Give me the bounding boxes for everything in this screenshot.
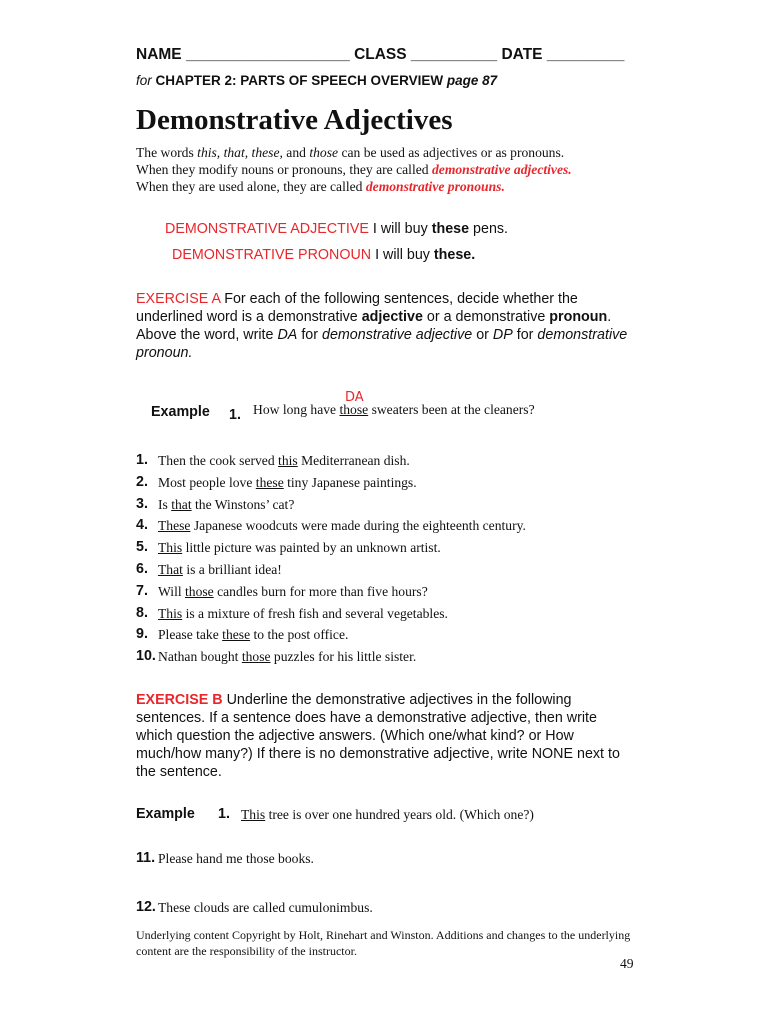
item-number: 10. bbox=[136, 648, 156, 665]
chapter-prefix: for bbox=[136, 73, 152, 88]
instruction-italic: DA bbox=[277, 327, 298, 343]
chapter-page-ref: page 87 bbox=[446, 73, 498, 88]
instruction-bold: adjective bbox=[361, 309, 423, 325]
item-number: 6. bbox=[136, 561, 148, 577]
sample-demonstrative-pronoun bbox=[172, 247, 475, 263]
item-number: 12. bbox=[136, 899, 156, 915]
underlined-word: those bbox=[339, 402, 369, 417]
instruction-text: or bbox=[476, 327, 489, 343]
item-number: 2. bbox=[136, 473, 148, 490]
sentence-text: Will bbox=[158, 583, 186, 599]
page-number: 49 bbox=[620, 956, 634, 971]
item-sentence bbox=[158, 562, 282, 578]
sample-highlight: these. bbox=[433, 247, 476, 263]
item-number: 9. bbox=[136, 626, 148, 643]
underlined-word: these bbox=[222, 627, 251, 643]
sentence-text: Is bbox=[158, 496, 172, 512]
chapter-reference bbox=[136, 73, 497, 88]
underlined-word: those bbox=[241, 649, 271, 665]
name-label: NAME bbox=[136, 46, 182, 63]
sample-text: I will buy bbox=[372, 221, 428, 237]
sample-label: DEMONSTRATIVE ADJECTIVE bbox=[165, 221, 369, 237]
item-sentence bbox=[158, 627, 348, 643]
item-sentence bbox=[158, 475, 417, 491]
item-number: 7. bbox=[136, 582, 148, 599]
example-number: 1. bbox=[229, 407, 241, 423]
sentence-text: candles burn for more than five hours? bbox=[213, 583, 428, 599]
sentence-text: tiny Japanese paintings. bbox=[283, 474, 417, 490]
example-sentence bbox=[241, 807, 534, 823]
instruction-text: for bbox=[301, 327, 319, 343]
copyright-notice: Underlying content Copyright by Holt, Rinehart and Winston. Additions and changes to the underlying content are the responsibility of the instructor. bbox=[136, 928, 631, 958]
sentence-text: Japanese woodcuts were made during the eighteenth century. bbox=[190, 518, 526, 534]
item-sentence: Please hand me those books. bbox=[158, 851, 314, 866]
intro-text: When they modify nouns or pronouns, they are called bbox=[136, 162, 429, 177]
sample-label: DEMONSTRATIVE PRONOUN bbox=[172, 247, 372, 263]
intro-words: those bbox=[309, 145, 339, 160]
sample-demonstrative-adjective bbox=[165, 221, 508, 237]
sentence-text: How long have bbox=[253, 402, 337, 417]
instruction-bold: pronoun bbox=[549, 309, 608, 325]
item-sentence: These clouds are called cumulonimbus. bbox=[158, 900, 373, 915]
item-sentence bbox=[158, 518, 526, 534]
sentence-text: sweaters been at the cleaners? bbox=[371, 402, 535, 417]
item-number: 8. bbox=[136, 604, 148, 621]
term-demonstrative-adjectives: demonstrative adjectives. bbox=[431, 162, 572, 177]
sentence-text: is a brilliant idea! bbox=[182, 562, 282, 577]
underlined-word: that bbox=[171, 496, 192, 512]
sample-text: I will buy bbox=[375, 247, 430, 263]
example-answer-annotation: DA bbox=[345, 390, 364, 405]
sentence-text: puzzles for his little sister. bbox=[270, 649, 417, 665]
intro-text: The words bbox=[136, 145, 194, 160]
exercise-b-label: EXERCISE B bbox=[136, 692, 223, 708]
item-sentence bbox=[158, 606, 448, 622]
intro-words: this, that, these, bbox=[197, 145, 283, 160]
underlined-word: this bbox=[278, 453, 298, 468]
intro-text: can be used as adjectives or as pronouns. bbox=[341, 145, 565, 160]
sentence-text: to the post office. bbox=[250, 627, 349, 643]
instruction-italic: demonstrative adjective bbox=[322, 327, 473, 343]
sentence-text: little picture was painted by an unknown artist. bbox=[182, 540, 441, 556]
date-blank: _________ bbox=[546, 46, 625, 63]
intro-text: and bbox=[286, 145, 306, 160]
example-label: Example bbox=[136, 806, 195, 822]
intro-text: When they are used alone, they are called bbox=[136, 179, 363, 194]
chapter-text: CHAPTER 2: PARTS OF SPEECH OVERVIEW bbox=[155, 73, 444, 88]
instruction-text: or a demonstrative bbox=[426, 309, 546, 325]
item-number: 5. bbox=[136, 539, 148, 556]
item-sentence bbox=[158, 649, 416, 665]
item-number: 4. bbox=[136, 517, 148, 534]
underlined-word: This bbox=[158, 605, 183, 621]
sentence-text: Nathan bought bbox=[158, 649, 242, 665]
underlined-word: This bbox=[241, 807, 266, 822]
underlined-word: These bbox=[158, 518, 191, 534]
class-blank: __________ bbox=[410, 46, 498, 63]
instruction-italic: DP bbox=[492, 327, 513, 343]
instruction-text: . Above the word, write bbox=[136, 309, 612, 343]
example-label: Example bbox=[151, 404, 210, 420]
item-number: 3. bbox=[136, 495, 148, 512]
instruction-italic: demonstrative pronoun. bbox=[136, 327, 628, 361]
sentence-text: tree is over one hundred years old. (Which one?) bbox=[265, 807, 534, 822]
sentence-text: Then the cook served bbox=[158, 453, 279, 468]
intro-paragraph bbox=[136, 144, 656, 195]
date-label: DATE bbox=[501, 46, 543, 63]
sentence-text: Please take bbox=[158, 627, 223, 643]
underlined-word: That bbox=[158, 562, 183, 577]
item-sentence bbox=[158, 453, 410, 469]
header-fields bbox=[136, 46, 624, 64]
sentence-text: Mediterranean dish. bbox=[297, 453, 410, 468]
example-sentence bbox=[253, 402, 535, 418]
underlined-word: those bbox=[185, 583, 214, 599]
sentence-text: Most people love bbox=[158, 474, 256, 490]
term-demonstrative-pronouns: demonstrative pronouns. bbox=[365, 179, 505, 194]
exercise-a-instructions bbox=[136, 290, 636, 362]
example-number: 1. bbox=[218, 806, 230, 822]
exercise-a-example bbox=[151, 390, 611, 431]
item-number: 11. bbox=[136, 850, 156, 866]
underlined-word: these bbox=[255, 474, 284, 490]
item-number: 1. bbox=[136, 452, 148, 468]
page-title: Demonstrative Adjectives bbox=[136, 104, 453, 136]
sample-highlight: these bbox=[431, 221, 470, 237]
item-sentence bbox=[158, 540, 441, 556]
item-sentence bbox=[158, 584, 428, 600]
instruction-text: For each of the following sentences, decide whether the underlined word is a demonstrative bbox=[136, 291, 578, 325]
name-blank: ___________________ bbox=[185, 46, 350, 63]
underlined-word: This bbox=[158, 540, 183, 556]
sentence-text: the Winstons’ cat? bbox=[191, 496, 295, 512]
exercise-b-instructions bbox=[136, 691, 636, 781]
instruction-text: Underline the demonstrative adjectives in the following sentences. If a sentence does have a demonstrative adjective, then write which question the adjective answers. (Which one/what kind? or How much/how many?) If there is no demonstrative adjective, write NONE next to the sentence. bbox=[136, 692, 620, 780]
exercise-b-example bbox=[136, 805, 606, 827]
class-label: CLASS bbox=[354, 46, 407, 63]
instruction-text: for bbox=[516, 327, 534, 343]
exercise-a-label: EXERCISE A bbox=[136, 291, 221, 307]
item-sentence bbox=[158, 497, 294, 513]
sample-text: pens. bbox=[473, 221, 509, 237]
sentence-text: is a mixture of fresh fish and several vegetables. bbox=[182, 605, 448, 621]
